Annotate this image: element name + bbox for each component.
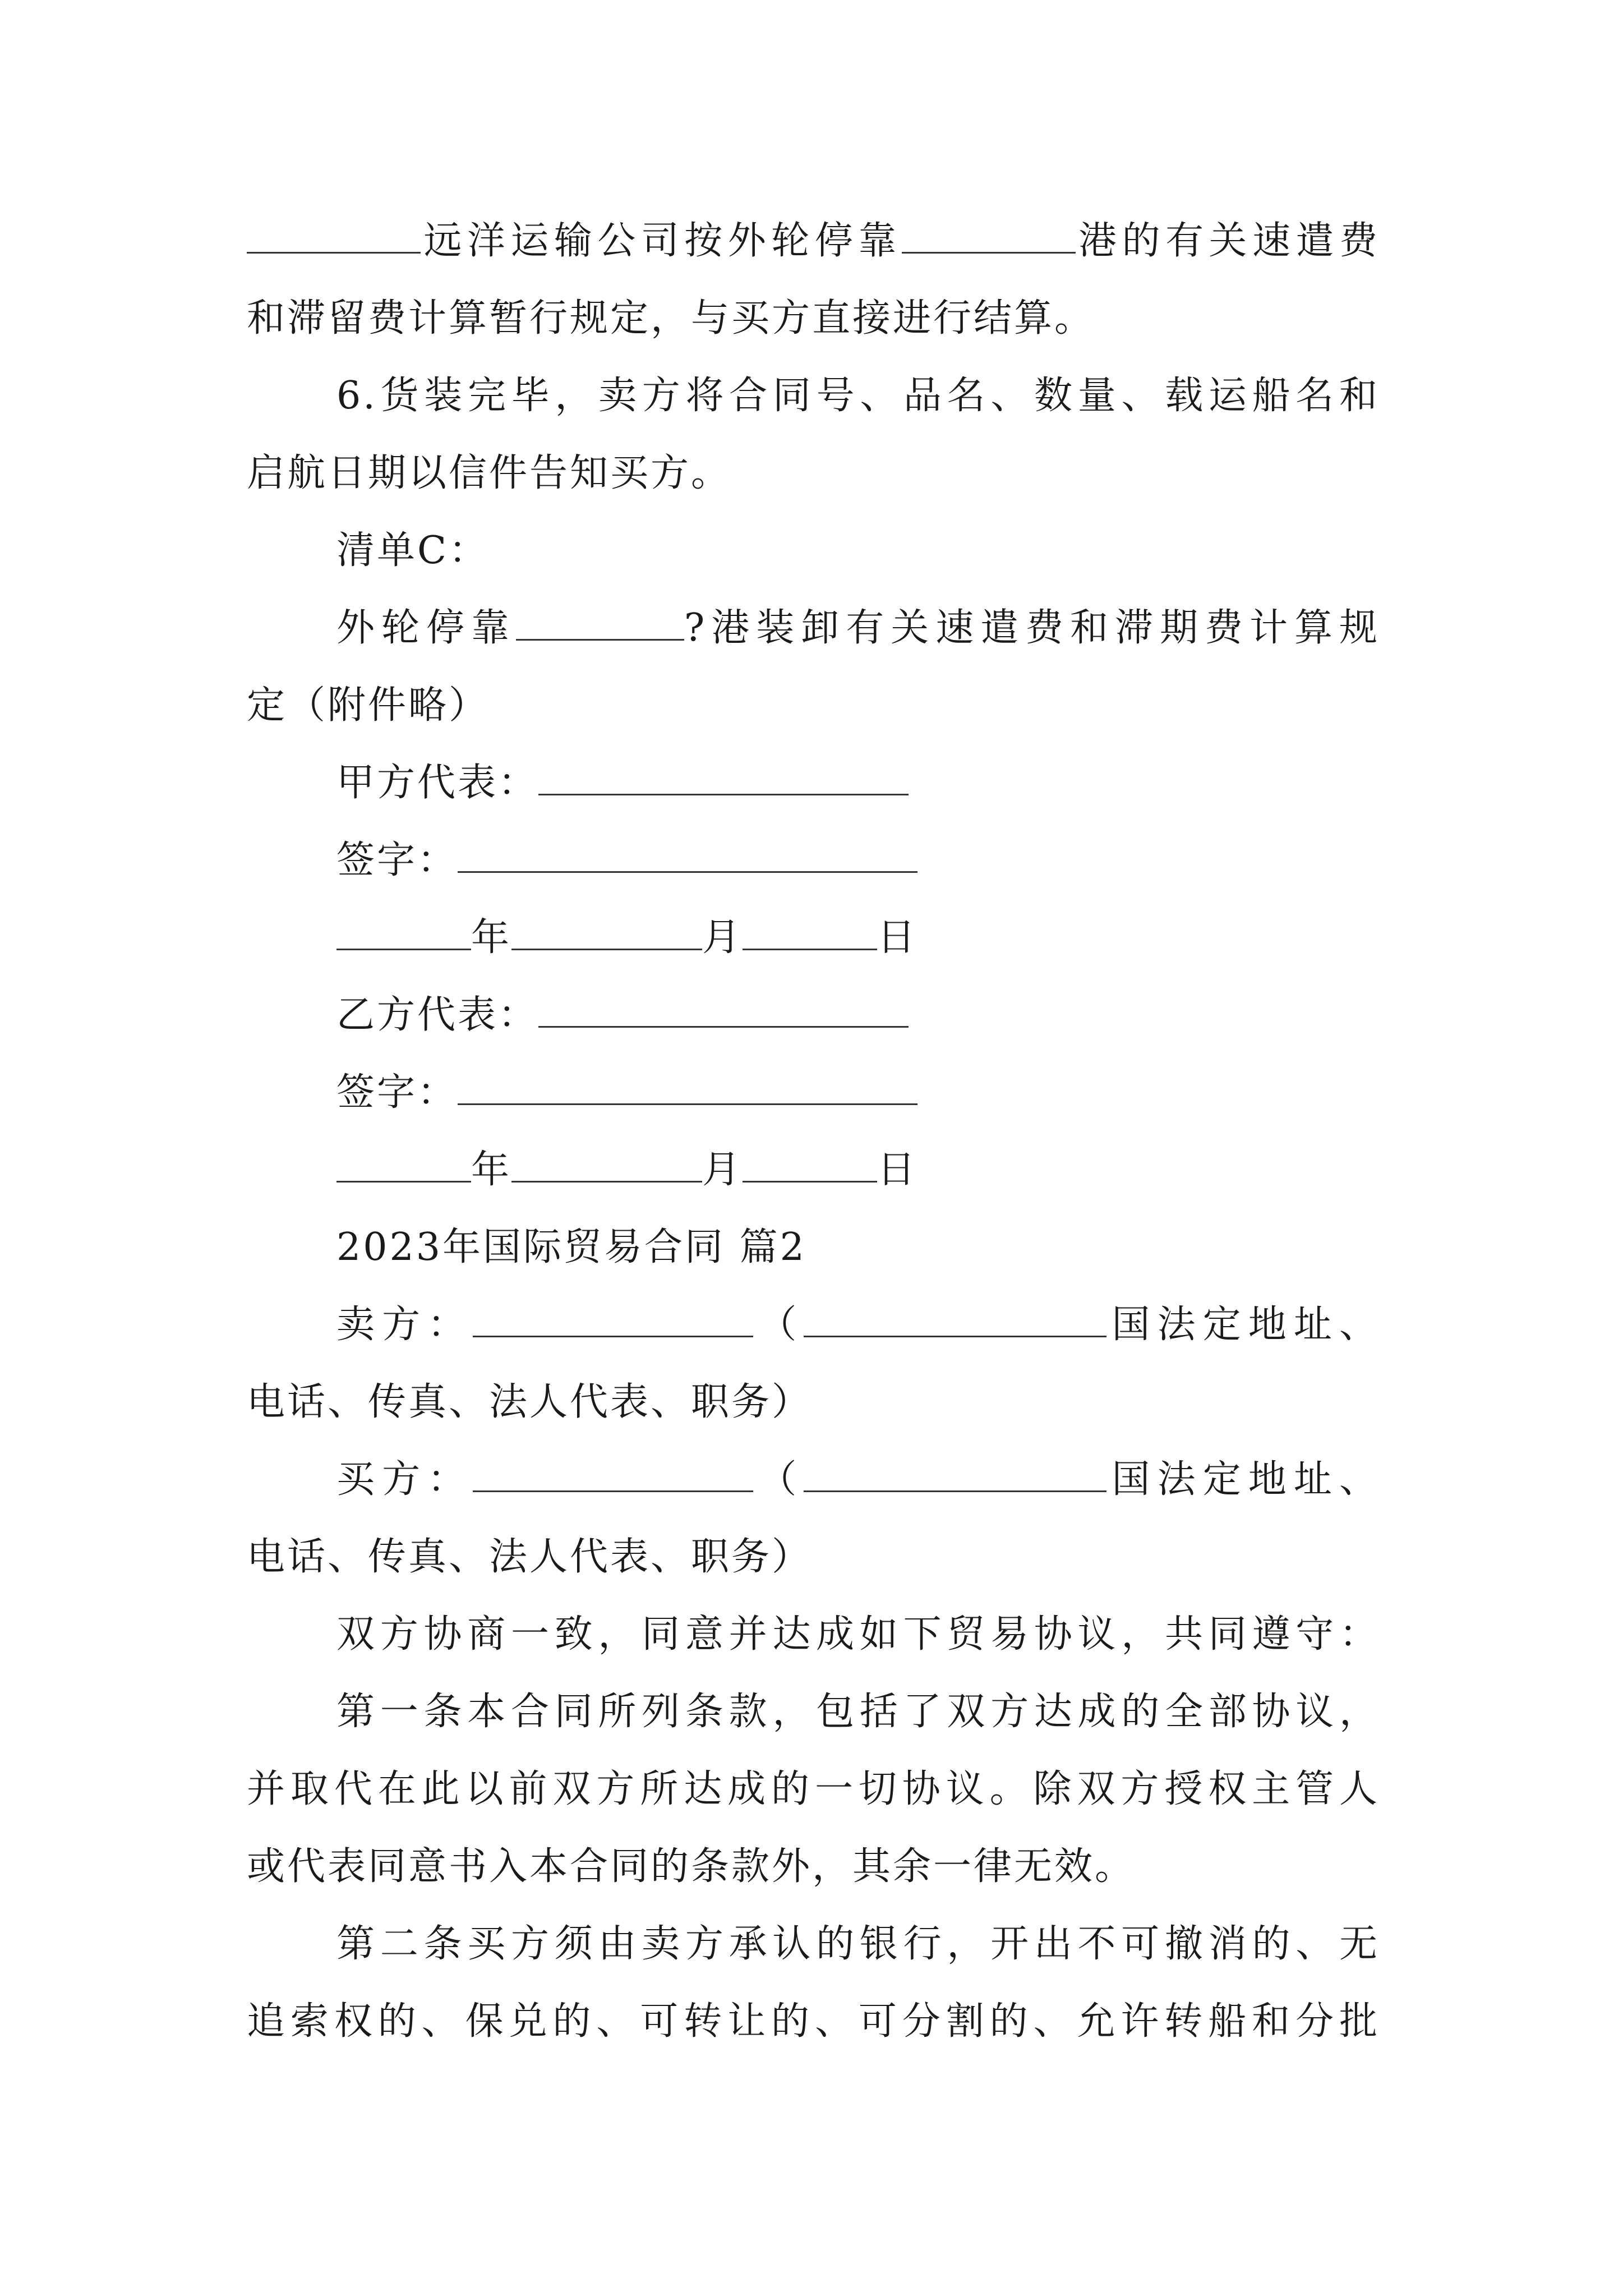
text-line-5 (336, 517, 1380, 585)
line-text: 签字： (336, 838, 458, 882)
party-a-representative (336, 749, 1380, 817)
fill-blank (743, 1146, 877, 1182)
line-text: 甲方代表： (336, 761, 539, 805)
party-a-signature (336, 827, 1380, 894)
line-text: 6.货装完毕，卖方将合同号、品名、数量、载运船名和 (336, 374, 1380, 418)
text-line-3 (336, 362, 1380, 430)
text-line-2 (247, 285, 1380, 352)
date-day-label: 日 (877, 915, 918, 960)
buyer-line (336, 1446, 1380, 1513)
line-text: 双方协商一致，同意并达成如下贸易协议，共同遵守： (336, 1612, 1380, 1657)
line-text: 电话、传真、法人代表、职务） (247, 1535, 813, 1579)
line-text: 乙方代表： (336, 993, 539, 1037)
text-line-19 (336, 1601, 1380, 1668)
fill-blank (743, 914, 877, 950)
line-text: 清单C： (336, 528, 490, 573)
date-month-label: 月 (702, 915, 743, 960)
text-line-24 (247, 1988, 1380, 2055)
fill-blank (516, 604, 684, 641)
line-text: 卖方： (336, 1303, 473, 1347)
line-text: 和滞留费计算暂行规定，与买方直接进行结算。 (247, 296, 1095, 341)
date-year-label: 年 (471, 915, 512, 960)
fill-blank (336, 1146, 471, 1182)
text-line-21 (247, 1756, 1380, 1823)
fill-blank (511, 914, 702, 950)
fill-blank (804, 1301, 1106, 1337)
fill-blank (902, 217, 1076, 254)
seller-line (336, 1291, 1380, 1359)
line-text: 追索权的、保兑的、可转让的、可分割的、允许转船和分批 (247, 1999, 1380, 2044)
line-text: 国法定地址、 (1106, 1303, 1380, 1347)
line-text: 第二条买方须由卖方承认的银行，开出不可撤消的、无 (336, 1922, 1380, 1966)
line-text: （ (753, 1457, 804, 1502)
line-text: 启航日期以信件告知买方。 (247, 451, 732, 495)
fill-blank (804, 1456, 1106, 1492)
line-text: 电话、传真、法人代表、职务） (247, 1380, 813, 1424)
date-year-label: 年 (471, 1148, 512, 1192)
fill-blank (473, 1456, 753, 1492)
fill-blank (336, 914, 471, 950)
fill-blank (458, 836, 917, 873)
line-text: 签字： (336, 1070, 458, 1115)
line-text: 并取代在此以前双方所达成的一切协议。除双方授权主管人 (247, 1767, 1380, 1811)
text-line-7 (247, 672, 1380, 739)
fill-blank (511, 1146, 702, 1182)
section-heading (336, 1214, 1380, 1281)
date-day-label: 日 (877, 1148, 918, 1192)
fill-blank (538, 759, 909, 795)
line-text: 买方： (336, 1457, 473, 1502)
fill-blank (538, 991, 909, 1028)
line-text: 第一条本合同所列条款，包括了双方达成的全部协议， (336, 1690, 1380, 1734)
line-text: ?港装卸有关速遣费和滞期费计算规 (684, 606, 1380, 650)
fill-blank (473, 1301, 753, 1337)
text-line-4 (247, 440, 1380, 507)
line-text: 或代表同意书入本合同的条款外，其余一律无效。 (247, 1844, 1136, 1889)
fill-blank (458, 1069, 917, 1105)
line-text: 外轮停靠 (336, 606, 516, 650)
line-text: （ (753, 1303, 804, 1347)
text-line-22 (247, 1833, 1380, 1901)
line-text: 2023年国际贸易合同 篇2 (336, 1225, 806, 1269)
party-a-date (336, 904, 1380, 972)
text-line-6 (336, 595, 1380, 662)
text-line-23 (336, 1911, 1380, 1978)
party-b-signature (336, 1059, 1380, 1126)
line-text: 港的有关速遣费 (1075, 219, 1380, 263)
text-line-18 (247, 1524, 1380, 1591)
line-text: 远洋运输公司按外轮停靠 (421, 219, 902, 263)
party-b-representative (336, 982, 1380, 1049)
date-month-label: 月 (702, 1148, 743, 1192)
fill-blank (247, 217, 421, 254)
text-line-20 (336, 1678, 1380, 1746)
party-b-date (336, 1137, 1380, 1204)
text-line-16 (247, 1369, 1380, 1436)
line-text: 定（附件略） (247, 683, 490, 728)
line-text: 国法定地址、 (1106, 1457, 1380, 1502)
text-line-1 (247, 208, 1380, 275)
